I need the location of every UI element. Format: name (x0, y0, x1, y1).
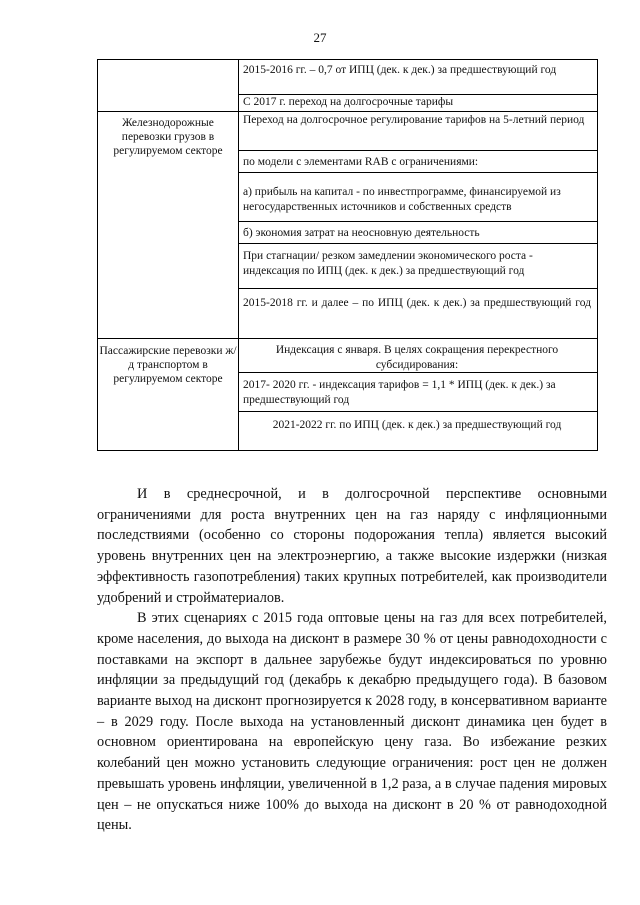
body-text (97, 484, 607, 836)
row-divider (238, 172, 597, 173)
table-cell: Переход на долгосрочное регулирование тарифов на 5-летний период (243, 114, 585, 126)
table-cell: а) прибыль на капитал - по инвестпрограмме, финансируемой из негосударственных источников и собственных средств (243, 186, 561, 213)
table-cell: 2015-2018 гг. и далее – по ИПЦ (дек. к дек.) за предшествующий год (243, 297, 591, 309)
paragraph: И в среднесрочной, и в долгосрочной перспективе основными ограничениями для роста внутренних цен на газ наряду с инфляционными последствиями (особенно со стороны подорожания тепла) является высокий уровень внутренних цен на электроэнергию, а также высокие издержки (низкая эффективность газопотребления) таких крупных потребителей, как производители удобрений и стройматериалов. (97, 486, 607, 606)
table-cell: С 2017 г. переход на долгосрочные тарифы (243, 96, 454, 108)
tariff-table (97, 59, 598, 451)
row-divider (238, 150, 597, 151)
row-divider (238, 288, 597, 289)
row-divider (98, 111, 597, 112)
paragraph: В этих сценариях с 2015 года оптовые цены на газ для всех потребителей, кроме населения, до выхода на дисконт в размере 30 % от цены равнодоходности с поставками на экспорт в дальнее зарубежье будут индексироваться по уровню инфляции за предыдущий год (декабрь к декабрю предыдущего года). В базовом варианте выход на дисконт прогнозируется к 2028 году, в консервативном варианте – в 2029 году. После выхода на установленный дисконт динамика цен будет в основном ориентирована на европейскую цену газа. Во избежание резких колебаний цен можно установить следующие ограничения: рост цен не должен превышать уровень инфляции, увеличенной в 1,2 раза, а в случае падения мировых цен – не опускаться ниже 100% до выхода на дисконт в 20 % от равнодоходной цены. (97, 610, 607, 834)
row-divider (238, 411, 597, 412)
row-divider (98, 338, 597, 339)
table-cell: Индексация с января. В целях сокращения перекрестного субсидирования: (275, 344, 559, 371)
table-cell: 2015-2016 гг. – 0,7 от ИПЦ (дек. к дек.) за предшествующий год (243, 64, 557, 76)
table-cell: 2021-2022 гг. по ИПЦ (дек. к дек.) за предшествующий год (272, 419, 562, 431)
sector-passenger-rail: Пассажирские перевозки ж/д транспортом в регулируемом секторе (99, 345, 237, 385)
row-divider (238, 221, 597, 222)
page-number: 27 (313, 30, 327, 45)
row-divider (238, 243, 597, 244)
table-cell: по модели с элементами RAB с ограничениями: (243, 156, 479, 168)
table-cell: При стагнации/ резком замедлении экономического роста - индексация по ИПЦ (дек. к дек.) за предшествующий год (243, 250, 533, 277)
table-cell: 2017- 2020 гг. - индексация тарифов = 1,1 * ИПЦ (дек. к дек.) за предшествующий год (243, 379, 556, 406)
table-cell: б) экономия затрат на неосновную деятельность (243, 227, 480, 239)
sector-freight-rail: Железнодорожные перевозки грузов в регулируемом секторе (113, 117, 223, 157)
